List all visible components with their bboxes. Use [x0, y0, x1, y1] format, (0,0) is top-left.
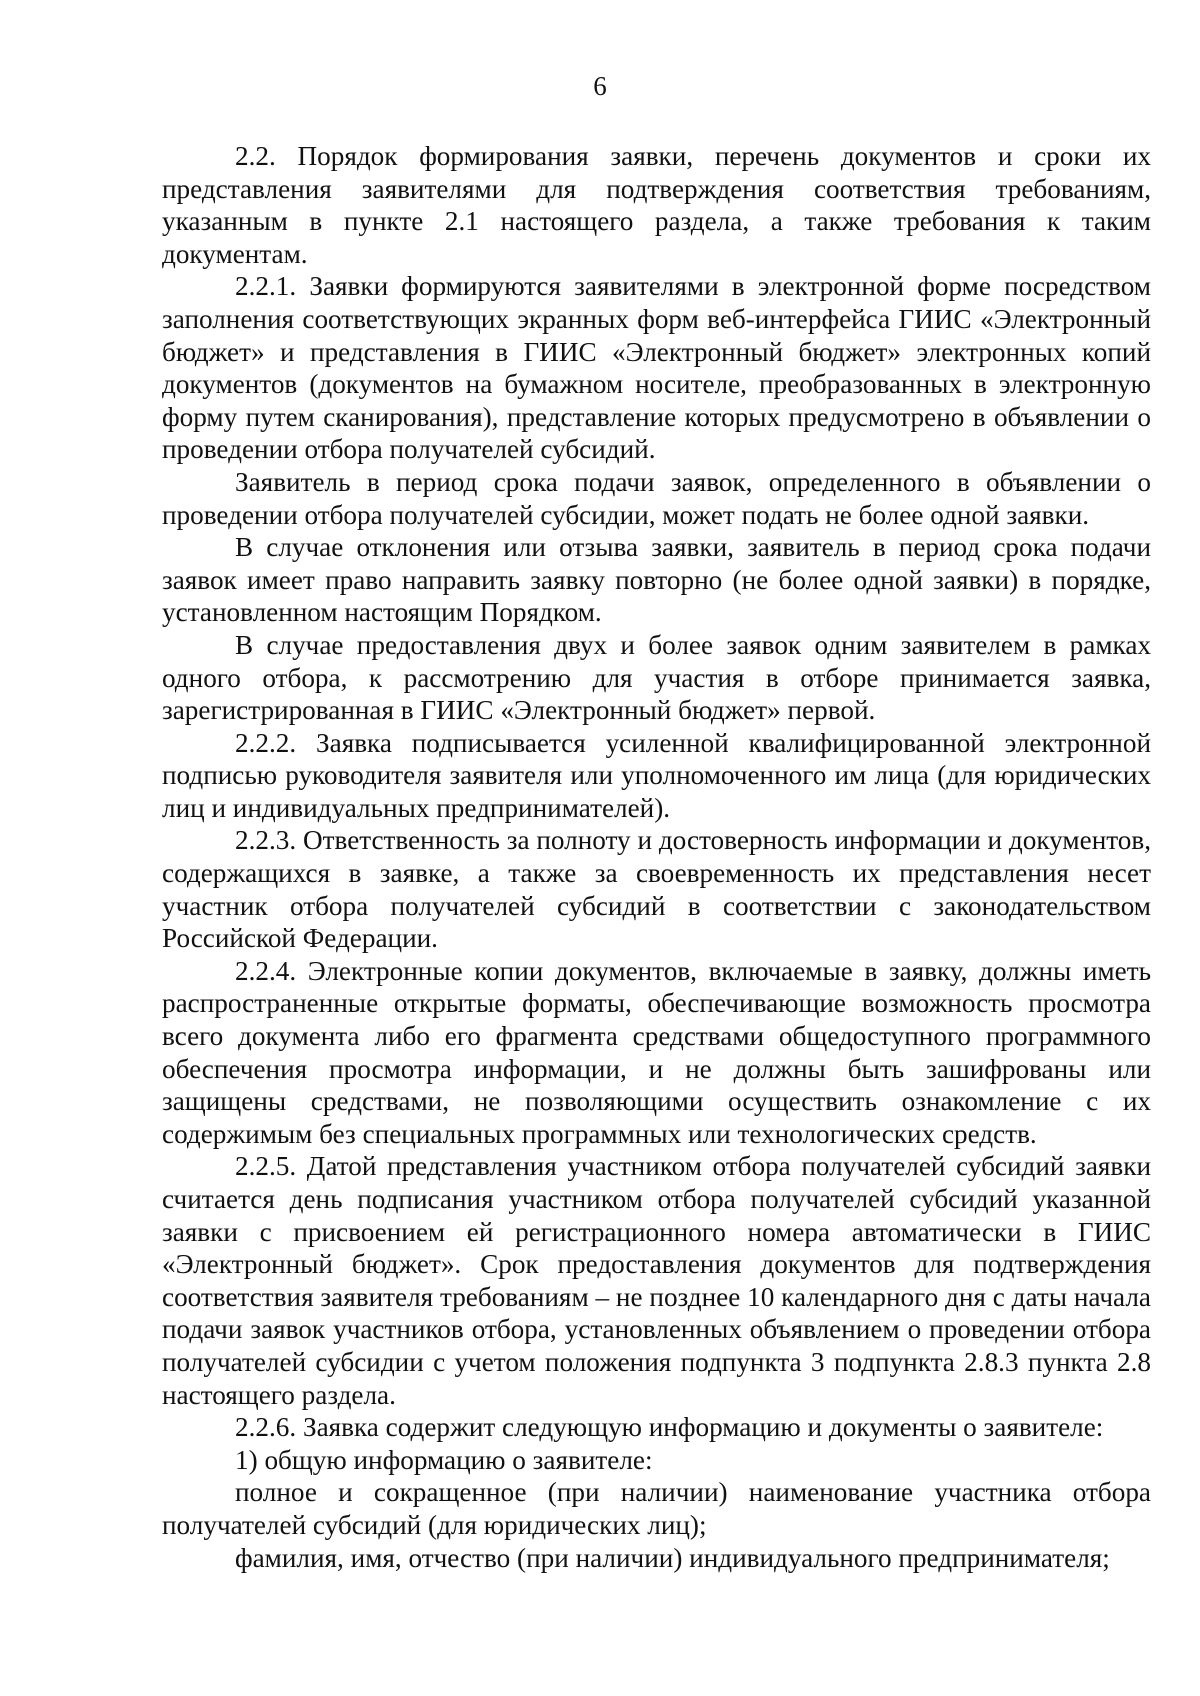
paragraph-2-2: 2.2. Порядок формирования заявки, перечень документов и сроки их представления заявителями для подтверждения соответствия требованиям, указанным в пункте 2.1 настоящего раздела, а также требования к таким документам.	[162, 141, 1151, 269]
paragraph-resubmission: В случае отклонения или отзыва заявки, заявитель в период срока подачи заявок имеет право направить заявку повторно (не более одной заявки) в порядке, установленном настоящим Порядком.	[162, 532, 1151, 628]
paragraph-multiple-applications: В случае предоставления двух и более заявок одним заявителем в рамках одного отбора, к рассмотрению для участия в отборе принимается заявка, зарегистрированная в ГИИС «Электронный бюджет» первой.	[162, 629, 1151, 726]
page-number: 6	[593, 71, 607, 101]
paragraph-2-2-6: 2.2.6. Заявка содержит следующую информацию и документы о заявителе:	[235, 1412, 1104, 1443]
paragraph-2-2-1: 2.2.1. Заявки формируются заявителями в электронной форме посредством заполнения соответствующих экранных форм веб-интерфейса ГИИС «Электронный бюджет» и представления в ГИИС «Электронный бюджет» электронных копий документов (документов на бумажном носителе, преобразованных в электронную форму путем сканирования), представление которых предусмотрено в объявлении о проведении отбора получателей субсидий.	[162, 271, 1151, 465]
paragraph-2-2-5: 2.2.5. Датой представления участником отбора получателей субсидий заявки считается день подписания участником отбора получателей субсидий указанной заявки с присвоением ей регистрационного номера автоматически в ГИИС «Электронный бюджет». Срок предоставления документов для подтверждения соответствия заявителя требованиям – не позднее 10 календарного дня с даты начала подачи заявок участников отбора, установленных объявлением о проведении отбора получателей субсидии с учетом положения подпункта 3 подпункта 2.8.3 пункта 2.8 настоящего раздела.	[162, 1151, 1151, 1410]
paragraph-2-2-4: 2.2.4. Электронные копии документов, включаемые в заявку, должны иметь распространенные открытые форматы, обеспечивающие возможность просмотра всего документа либо его фрагмента средствами общедоступного программного обеспечения просмотра информации, и не должны быть зашифрованы или защищены средствами, не позволяющими осуществить ознакомление с их содержимым без специальных программных или технологических средств.	[162, 955, 1151, 1149]
paragraph-2-2-2: 2.2.2. Заявка подписывается усиленной квалифицированной электронной подписью руководителя заявителя или уполномоченного им лица (для юридических лиц и индивидуальных предпринимателей).	[162, 727, 1151, 823]
list-item-entrepreneur-name: фамилия, имя, отчество (при наличии) индивидуального предпринимателя;	[235, 1542, 1110, 1573]
paragraph-2-2-3: 2.2.3. Ответственность за полноту и достоверность информации и документов, содержащихся в заявке, а также за своевременность их представления несет участник отбора получателей субсидий в соответствии с законодательством Российской Федерации.	[162, 825, 1151, 954]
document-body	[162, 140, 1151, 1574]
list-item-full-name: полное и сокращенное (при наличии) наименование участника отбора получателей субсидий (для юридических лиц);	[162, 1477, 1151, 1540]
list-item-general-info: 1) общую информацию о заявителе:	[235, 1444, 653, 1475]
paragraph-single-application: Заявитель в период срока подачи заявок, определенного в объявлении о проведении отбора получателей субсидии, может подать не более одной заявки.	[162, 466, 1151, 530]
